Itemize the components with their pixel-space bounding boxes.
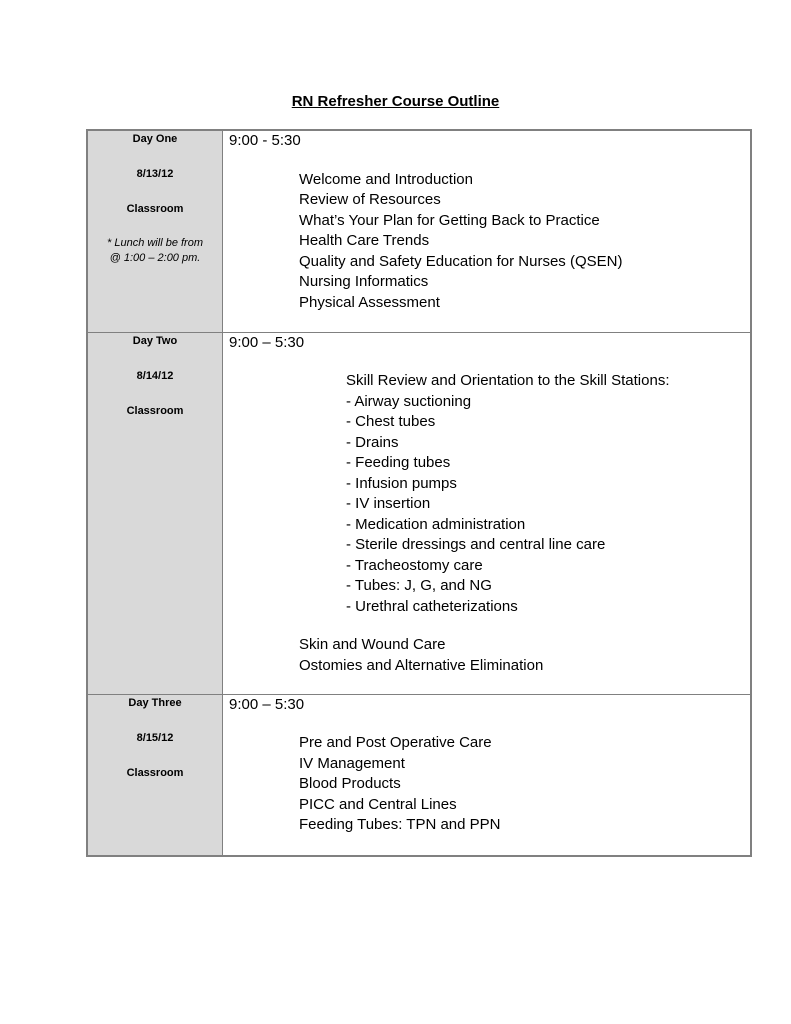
time-range: 9:00 – 5:30: [229, 333, 305, 351]
topic-list: [229, 635, 750, 676]
day-location: Classroom: [126, 404, 184, 417]
lunch-note: [88, 236, 222, 266]
lunch-note-line: @ 1:00 – 2:00 pm.: [109, 252, 201, 264]
topic-list: [229, 170, 750, 314]
day-info-cell: [87, 332, 223, 694]
day-info-cell: [87, 130, 223, 332]
schedule-cell: [223, 694, 752, 856]
schedule-cell: [223, 332, 752, 694]
day-date: 8/15/12: [136, 731, 174, 744]
day-location: Classroom: [126, 766, 184, 779]
list-item: What’s Your Plan for Getting Back to Practice: [299, 211, 600, 229]
list-item: - Feeding tubes: [346, 454, 451, 471]
list-item: Blood Products: [299, 775, 401, 792]
table-row-day-one: [87, 130, 751, 332]
document-title: RN Refresher Course Outline: [291, 93, 500, 110]
list-item: - Medication administration: [346, 515, 526, 533]
list-item: - Drains: [346, 433, 399, 451]
list-item: - Chest tubes: [346, 413, 436, 430]
lunch-note-line: * Lunch will be from: [107, 237, 203, 249]
list-item: Review of Resources: [299, 191, 441, 208]
time-range: 9:00 – 5:30: [229, 695, 305, 713]
table-row-day-three: [87, 694, 751, 856]
list-item: - Airway suctioning: [346, 392, 472, 410]
day-label: Day One: [132, 133, 178, 145]
day-info-cell: [87, 694, 223, 856]
list-item: - Tubes: J, G, and NG: [346, 577, 492, 594]
day-date: 8/14/12: [136, 369, 174, 382]
day-date: 8/13/12: [136, 168, 174, 180]
topic-list: [229, 733, 750, 836]
skills-list: [229, 371, 750, 617]
course-outline-table: [86, 129, 752, 857]
list-item: - Urethral catheterizations: [346, 597, 518, 615]
list-item: - Sterile dressings and central line care: [346, 536, 606, 553]
list-item: Physical Assessment: [299, 293, 440, 311]
day-label: Day Three: [128, 696, 182, 709]
list-item: - Tracheostomy care: [346, 556, 483, 574]
list-item: Ostomies and Alternative Elimination: [299, 656, 544, 674]
list-item: Skin and Wound Care: [299, 636, 446, 653]
list-item: Health Care Trends: [299, 232, 430, 249]
schedule-cell: [223, 130, 752, 332]
list-item: Quality and Safety Education for Nurses (QSEN): [299, 252, 623, 270]
list-item: IV Management: [299, 754, 405, 772]
list-item: PICC and Central Lines: [299, 795, 457, 813]
list-item: Nursing Informatics: [299, 273, 429, 290]
list-item: - IV insertion: [346, 495, 431, 512]
day-location: Classroom: [126, 203, 184, 215]
skills-header: Skill Review and Orientation to the Skill Stations:: [346, 372, 670, 389]
list-item: Welcome and Introduction: [299, 170, 473, 188]
time-range: 9:00 - 5:30: [229, 132, 301, 149]
list-item: Feeding Tubes: TPN and PPN: [299, 816, 501, 833]
table-row-day-two: [87, 332, 751, 694]
list-item: Pre and Post Operative Care: [299, 734, 492, 751]
day-label: Day Two: [132, 334, 178, 347]
list-item: - Infusion pumps: [346, 474, 457, 492]
